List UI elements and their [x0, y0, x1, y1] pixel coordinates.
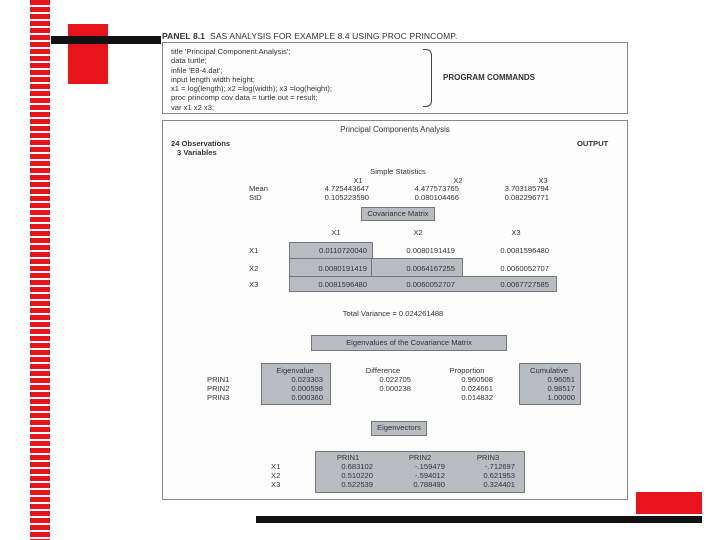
covariance-title: Covariance Matrix	[367, 209, 429, 218]
stats-row-label: Mean	[249, 184, 268, 193]
cov-header: X3	[511, 228, 521, 237]
observations-count: 24 Observations	[171, 139, 231, 148]
stats-cell: 0.105223590	[324, 193, 369, 202]
program-commands-box	[162, 42, 628, 114]
evec-row-label: X1	[271, 462, 281, 471]
cov-header: X2	[413, 228, 423, 237]
eig-cell: 0.000360	[291, 393, 323, 402]
panel-title	[162, 31, 457, 41]
eig-header: Proportion	[449, 366, 485, 375]
code-line: x1 = log(length); x2 =log(width); x3 =log(height);	[171, 84, 333, 94]
total-variance: Total Variance = 0.024261488	[342, 309, 444, 318]
black-rule-top	[51, 36, 161, 44]
output-label: OUTPUT	[577, 139, 609, 148]
evec-header: PRIN3	[476, 453, 500, 462]
stats-header: X2	[453, 176, 463, 185]
eig-row-label: PRIN1	[207, 375, 230, 384]
evec-cell: -.159479	[415, 462, 445, 471]
evec-cell: -.712697	[485, 462, 515, 471]
stats-cell: 3.703185794	[504, 184, 549, 193]
eig-cell: 0.022705	[379, 375, 411, 384]
cov-cell: 0.0110720040	[318, 246, 367, 255]
panel-number: PANEL 8.1	[162, 31, 206, 41]
eig-cell: 0.000598	[291, 384, 323, 393]
evec-row-label: X2	[271, 471, 281, 480]
code-line: title 'Principal Component Analysis';	[171, 47, 291, 56]
stats-cell: 4.477573765	[414, 184, 459, 193]
program-code	[171, 47, 332, 112]
cov-cell: 0.0080191419	[406, 246, 455, 255]
cov-cell: 0.0060052707	[406, 280, 455, 289]
eigenvectors-title: Eigenvectors	[377, 423, 421, 432]
cov-cell: 0.0060052707	[500, 264, 549, 273]
eig-cell: 0.000238	[379, 384, 411, 393]
stats-header: X1	[353, 176, 363, 185]
evec-cell: 0.522539	[341, 480, 373, 489]
code-line: proc princomp cov data = turtle out = result;	[171, 93, 318, 103]
eig-cell: 0.014832	[461, 393, 493, 402]
eigenvalues-title: Eigenvalues of the Covariance Matrix	[346, 338, 472, 347]
evec-header: PRIN2	[408, 453, 432, 462]
stats-cell: 0.082296771	[504, 193, 549, 202]
cov-row-label: X2	[249, 264, 259, 273]
red-accent-block-top	[68, 24, 108, 84]
brace-icon	[423, 49, 432, 107]
eig-row-label: PRIN3	[207, 393, 230, 402]
code-line: input length width height;	[171, 74, 256, 84]
evec-cell: 0.324401	[483, 480, 515, 489]
evec-row-label: X3	[271, 480, 281, 489]
cov-cell: 0.0081596480	[318, 280, 367, 289]
eig-cell: 0.98517	[547, 384, 575, 393]
cov-row-label: X1	[249, 246, 259, 255]
evec-cell: 0.621953	[483, 471, 515, 480]
simple-stats-title: Simple Statistics	[370, 167, 426, 176]
cov-cell: 0.0067727585	[500, 280, 549, 289]
output-box	[162, 120, 628, 500]
black-rule-bottom	[256, 516, 702, 523]
cov-row-label: X3	[249, 280, 259, 289]
evec-cell: 0.683102	[341, 462, 373, 471]
program-commands-label: PROGRAM COMMANDS	[443, 73, 535, 82]
eig-cell: 0.023303	[291, 375, 323, 384]
cov-cell: 0.0080191419	[318, 264, 367, 273]
stats-cell: 4.725443647	[324, 184, 369, 193]
eig-header: Eigenvalue	[276, 366, 314, 375]
red-stripe-border	[30, 0, 50, 540]
evec-cell: 0.510220	[341, 471, 373, 480]
red-accent-block-bottom	[636, 492, 702, 514]
cov-header: X1	[331, 228, 341, 237]
variables-count: 3 Variables	[177, 148, 217, 157]
output-heading: Principal Components Analysis	[340, 125, 450, 134]
eig-cell: 0.96051	[547, 375, 575, 384]
evec-header: PRIN1	[336, 453, 360, 462]
cov-cell: 0.0081596480	[500, 246, 549, 255]
code-line: var x1 x2 x3;	[171, 102, 215, 112]
cov-cell: 0.0064167255	[406, 264, 455, 273]
eig-cell: 0.024661	[461, 384, 493, 393]
eig-cell: 0.960508	[461, 375, 493, 384]
eig-row-label: PRIN2	[207, 384, 230, 393]
stats-row-label: StD	[249, 193, 262, 202]
eig-header: Difference	[365, 366, 401, 375]
eig-cell: 1.00000	[547, 393, 575, 402]
panel-title-text: SAS ANALYSIS FOR EXAMPLE 8.4 USING PROC PRINCOMP.	[210, 31, 458, 41]
stats-cell: 0.080104466	[414, 193, 459, 202]
evec-cell: -.594012	[415, 471, 445, 480]
evec-cell: 0.788490	[413, 480, 445, 489]
eig-header: Cumulative	[530, 366, 568, 375]
code-line: data turtle;	[171, 56, 207, 66]
stats-header: X3	[538, 176, 548, 185]
code-line: infile 'E8-4.dat';	[171, 65, 223, 75]
